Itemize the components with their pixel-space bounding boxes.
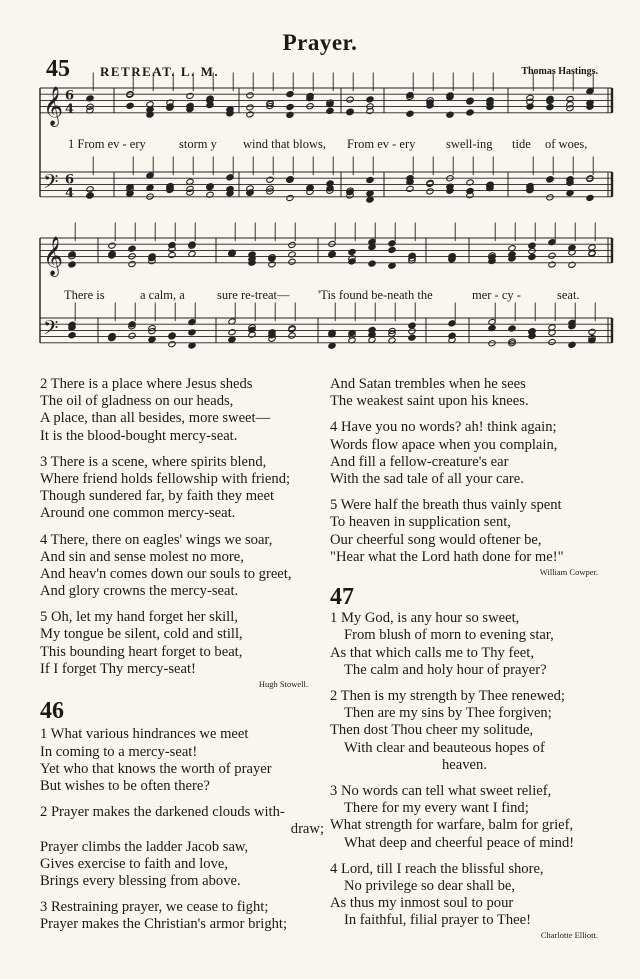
lyric-1a: 1 From ev - ery: [68, 137, 146, 151]
verse-line: Where friend holds fellowship with friend;: [40, 470, 291, 487]
system-2-note: [328, 342, 336, 349]
lyric-2e: mer - cy -: [472, 288, 521, 302]
system-1-note: [366, 96, 374, 103]
system-2-note: [168, 341, 176, 348]
system-2-note: [228, 329, 236, 336]
verse-line: It is the blood-bought mercy-seat.: [40, 427, 238, 444]
verse-line: This bounding heart forget to beat,: [40, 643, 243, 660]
system-2-note: [288, 241, 296, 248]
verse-line: Then dost Thou cheer my solitude,: [330, 722, 534, 739]
lyric-1g: of woes,: [545, 137, 588, 151]
hymn-47-number: 47: [330, 584, 354, 611]
verse-line: What strength for warfare, balm for grief,: [330, 817, 574, 834]
verse-line: To heaven in supplication sent,: [330, 514, 511, 531]
system-1-note: [286, 91, 294, 98]
system-1-time-sig: 6: [65, 172, 75, 188]
hymn45-verse-5: [40, 609, 330, 678]
verse-line: The weakest saint upon his knees.: [330, 393, 529, 410]
system-1-note: [246, 104, 254, 111]
system-1-bass-clef: 𝄢: [43, 169, 59, 198]
system-1-note: [326, 107, 334, 114]
system-2-note: [128, 261, 136, 268]
system-1-note: [546, 104, 554, 111]
lyric-2b: a calm, a: [140, 288, 185, 302]
verse-line: Brings every blessing from above.: [40, 872, 241, 889]
lyric-1e: swell-ing: [446, 137, 493, 151]
verse-line: In faithful, filial prayer to Thee!: [344, 912, 531, 929]
system-1-time-sig: 4: [65, 185, 75, 201]
hymn45-verse-3: [40, 454, 330, 523]
system-2-note: [368, 260, 376, 267]
system-1-note: [246, 92, 254, 99]
system-1-note: [286, 104, 294, 111]
hymn47-author: Charlotte Elliott.: [540, 930, 598, 941]
verse-line: 4 Lord, till I reach the blissful shore,: [330, 860, 544, 877]
hymn-46-number: 46: [40, 698, 64, 725]
right-column: [330, 376, 620, 945]
verse-line: 1 My God, is any hour so sweet,: [330, 610, 520, 627]
system-2-note: [548, 261, 556, 268]
verse-line: Though sundered far, by faith they meet: [40, 488, 275, 505]
composer: Thomas Hastings.: [521, 66, 598, 77]
tune-name: RETREAT. L. M.: [100, 64, 220, 79]
verse-line: And fill a fellow-creature's ear: [330, 453, 509, 470]
hymn46-verse-3-cont: [330, 376, 620, 410]
verse-line: The oil of gladness on our heads,: [40, 393, 234, 410]
system-1-treble-clef: 𝄞: [43, 85, 64, 126]
verse-line: As thus my inmost soul to pour: [330, 895, 514, 912]
hymn47-verse-1: [330, 610, 620, 679]
verse-line: With clear and beauteous hopes of: [344, 739, 545, 756]
hymn46-verse-4: [330, 419, 620, 488]
verse-line: 3 Restraining prayer, we cease to fight;: [40, 899, 269, 916]
verse-line: My tongue be silent, cold and still,: [40, 626, 243, 643]
system-2-note: [388, 246, 396, 253]
verse-line: From blush of morn to evening star,: [344, 627, 554, 644]
system-1-note: [266, 176, 274, 183]
lyric-2f: seat.: [557, 288, 580, 302]
system-1-note: [406, 110, 414, 117]
hymn46-verse-1: [40, 726, 330, 795]
system-2-note: [108, 242, 116, 249]
system-1-note: [86, 192, 94, 199]
system-2-note: [128, 332, 136, 339]
verse-line: Prayer climbs the ladder Jacob saw,: [40, 838, 249, 855]
page-title: Prayer.: [282, 30, 358, 55]
system-1-note: [366, 176, 374, 183]
verse-line: Yet who that knows the worth of prayer: [40, 760, 272, 777]
verse-line: In coming to a mercy-seat!: [40, 743, 198, 760]
system-2-note: [348, 249, 356, 256]
verse-line: If I forget Thy mercy-seat!: [40, 660, 196, 677]
verse-line: heaven.: [442, 756, 487, 773]
system-2-note: [508, 325, 516, 332]
system-1-note: [86, 186, 94, 193]
lyric-2d: 'Tis found be-neath the: [318, 288, 433, 302]
hymn46-author: William Cowper.: [539, 566, 598, 577]
verse-line: Words flow apace when you complain,: [330, 436, 558, 453]
verse-line: As that which calls me to Thy feet,: [330, 644, 534, 661]
verse-line: But wishes to be often there?: [40, 777, 210, 794]
verse-line: The calm and holy hour of prayer?: [344, 661, 547, 678]
verse-line: 1 What various hindrances we meet: [40, 726, 249, 743]
system-1-note: [346, 96, 354, 103]
system-2-note: [548, 338, 556, 345]
system-2-note: [288, 258, 296, 265]
verse-line: A place, than all besides, more sweet—: [40, 410, 271, 427]
system-1-note: [426, 188, 434, 195]
verse-line: And Satan trembles when he sees: [330, 376, 526, 392]
system-1-note: [466, 109, 474, 116]
verse-line: 3 No words can tell what sweet relief,: [330, 782, 552, 799]
music-score: [0, 0, 640, 360]
system-2-note: [528, 248, 536, 255]
hymn47-verse-2: [330, 688, 620, 774]
verse-line: 5 Oh, let my hand forget her skill,: [40, 609, 238, 626]
hymn47-verse-4: [330, 861, 620, 930]
system-1-note: [546, 194, 554, 201]
system-1-note: [466, 179, 474, 186]
verse-line: Then are my sins by Thee forgiven;: [344, 705, 552, 722]
system-1-note: [406, 185, 414, 192]
hymn45-verse-2: [40, 376, 330, 445]
system-2-note: [68, 261, 76, 268]
system-1-note: [126, 102, 134, 109]
hymn47-verse-3: [330, 783, 620, 852]
system-2-note: [408, 322, 416, 329]
verse-line: And sin and sense molest no more,: [40, 548, 244, 565]
system-2-note: [408, 334, 416, 341]
system-2-note: [128, 245, 136, 252]
system-2-note: [68, 332, 76, 339]
verse-line: And heav'n comes down our souls to greet,: [40, 565, 292, 582]
system-2-note: [168, 251, 176, 258]
system-1-time-sig: 6: [65, 88, 75, 104]
system-1-note: [246, 111, 254, 118]
system-2-note: [268, 261, 276, 268]
left-column: [40, 376, 330, 933]
lyric-1c: wind that blows,: [243, 137, 326, 151]
system-2-note: [488, 340, 496, 347]
verse-line: Our cheerful song would oftener be,: [330, 531, 542, 548]
system-2-treble-clef: 𝄞: [43, 235, 64, 276]
verse-line: 2 There is a place where Jesus sheds: [40, 376, 253, 392]
verse-line: 3 There is a scene, where spirits blend,: [40, 453, 267, 470]
system-1-note: [546, 176, 554, 183]
lyric-1b: storm y: [179, 137, 217, 151]
verse-line: And glory crowns the mercy-seat.: [40, 583, 239, 600]
hymn46-verse-3: [40, 899, 330, 933]
verse-line: 4 Have you no words? ah! think again;: [330, 419, 557, 436]
verse-line: No privilege so dear shall be,: [344, 877, 516, 894]
system-1-note: [286, 195, 294, 202]
verse-line: 2 Then is my strength by Thee renewed;: [330, 688, 565, 705]
verse-line: draw;: [290, 821, 324, 838]
hymn45-verse-4: [40, 532, 330, 601]
lyric-2c: sure re-treat—: [217, 288, 290, 302]
lyric-1f: tide: [512, 137, 531, 151]
system-2-note: [528, 253, 536, 260]
hymn45-author: Hugh Stowell.: [258, 679, 308, 689]
hymn46-verse-5: [330, 497, 620, 566]
system-2-note: [548, 252, 556, 259]
hymn46-verse-2: [40, 804, 330, 890]
system-2-bass-clef: 𝄢: [43, 315, 59, 344]
verse-line: 2 Prayer makes the darkened clouds with-: [40, 804, 285, 821]
verse-line: 4 There, there on eagles' wings we soar,: [40, 531, 273, 548]
lyric-2a: There is: [64, 288, 105, 302]
system-1-note: [586, 194, 594, 201]
system-2-note: [288, 332, 296, 339]
lyric-1d: From ev - ery: [347, 137, 416, 151]
system-2-note: [588, 328, 596, 335]
verse-line: Prayer makes the Christian's armor bright;: [40, 916, 288, 933]
verse-line: "Hear what the Lord hath done for me!": [330, 548, 564, 565]
system-2-note: [568, 341, 576, 348]
system-1-note: [186, 92, 194, 99]
system-2-note: [228, 336, 236, 343]
hymn-45-number: 45: [46, 56, 70, 82]
verse-line: There for my every want I find;: [344, 800, 529, 817]
system-1-time-sig: 4: [65, 101, 75, 117]
system-2-note: [368, 336, 376, 343]
verse-line: Around one common mercy-seat.: [40, 505, 236, 522]
verse-line: With the sad tale of all your care.: [330, 470, 524, 487]
system-1-note: [446, 111, 454, 118]
verse-line: What deep and cheerful peace of mind!: [344, 834, 575, 851]
verse-line: 5 Were half the breath thus vainly spent: [330, 497, 562, 514]
verse-line: Gives exercise to faith and love,: [40, 855, 229, 872]
